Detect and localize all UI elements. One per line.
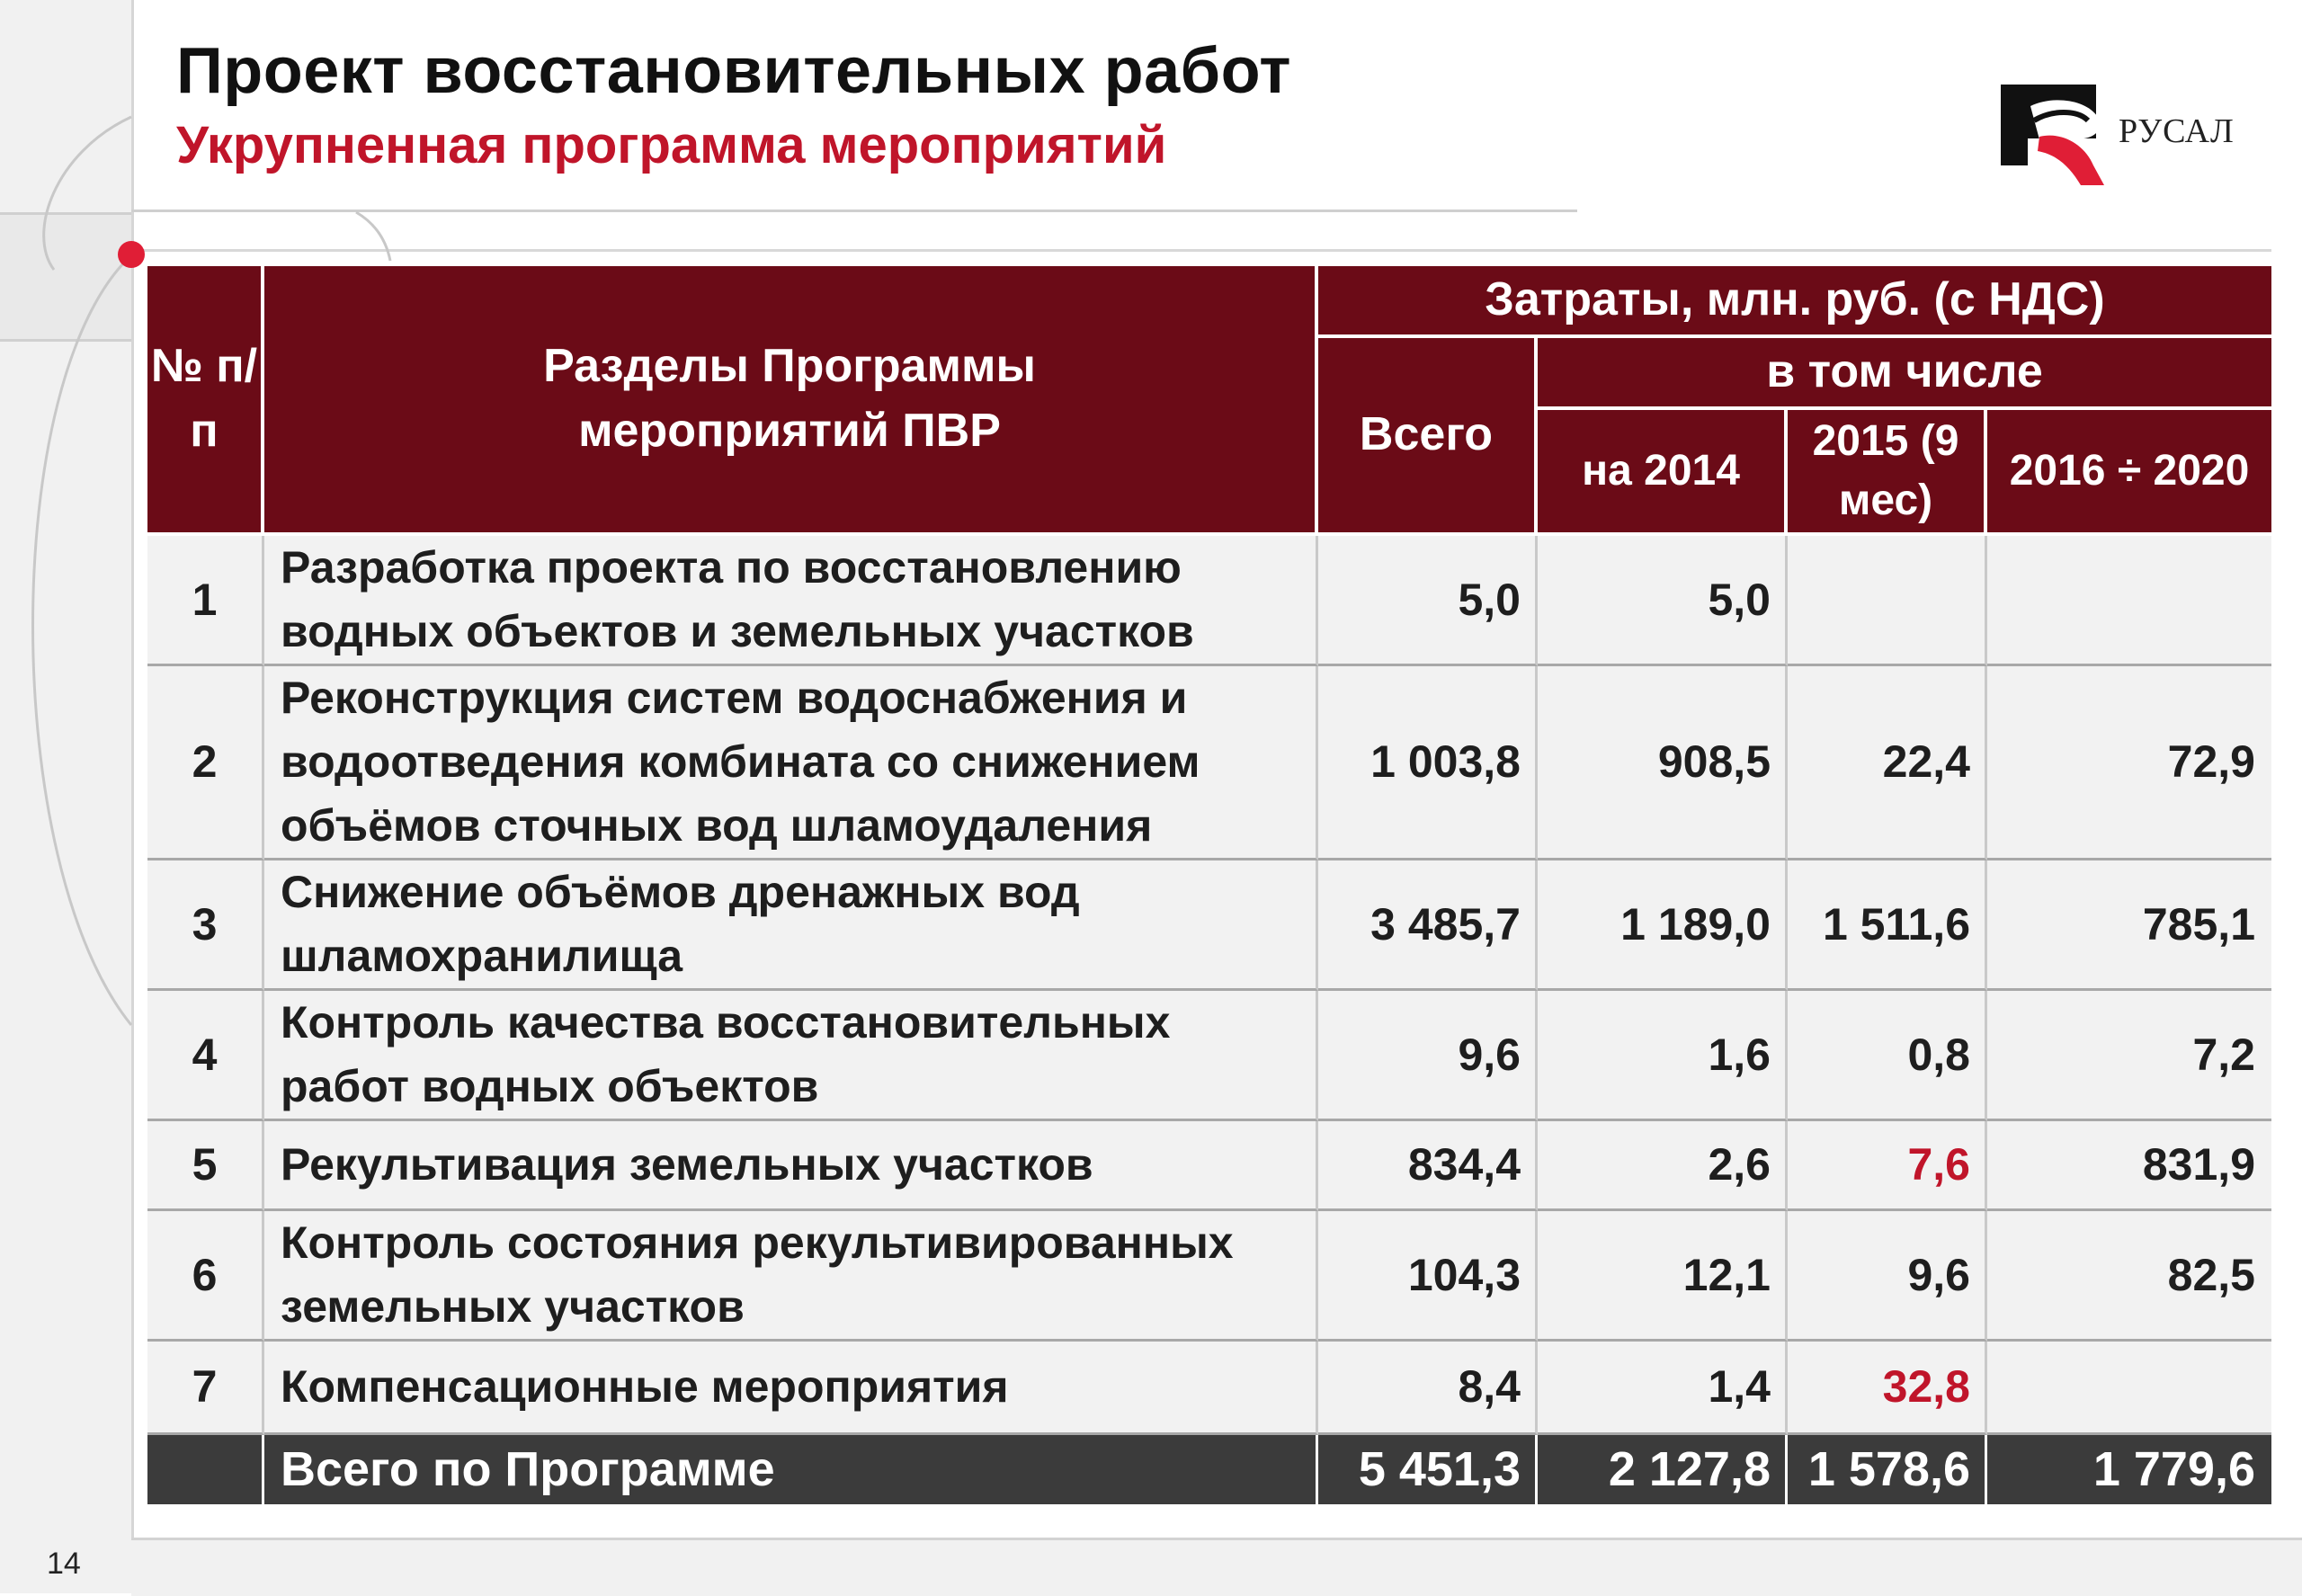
row-section: Снижение объёмов дренажных вод шламохранилища <box>264 860 1318 991</box>
row-2016-2020: 72,9 <box>1987 666 2271 860</box>
total-row-number <box>147 1435 264 1504</box>
row-2016-2020: 82,5 <box>1987 1211 2271 1342</box>
total-row <box>147 1435 2271 1504</box>
row-2014: 12,1 <box>1538 1211 1788 1342</box>
row-2016-2020: 7,2 <box>1987 991 2271 1121</box>
row-section: Разработка проекта по восстановлению водных объектов и земельных участков <box>264 536 1318 666</box>
total-row-total: 5 451,3 <box>1318 1435 1538 1504</box>
row-number: 1 <box>147 536 264 666</box>
row-section: Компенсационные мероприятия <box>264 1342 1318 1435</box>
total-row-2014: 2 127,8 <box>1538 1435 1788 1504</box>
row-2014: 2,6 <box>1538 1121 1788 1211</box>
total-row-2016-2020: 1 779,6 <box>1987 1435 2271 1504</box>
row-total: 8,4 <box>1318 1342 1538 1435</box>
slide-subtitle: Укрупненная программа мероприятий <box>176 116 1167 174</box>
rusal-logo-mark <box>1998 79 2115 192</box>
rusal-logo <box>1998 79 2234 192</box>
row-number: 5 <box>147 1121 264 1211</box>
accent-dot <box>118 241 145 268</box>
row-total: 3 485,7 <box>1318 860 1538 991</box>
footer-band <box>131 1538 2302 1596</box>
row-section: Рекультивация земельных участков <box>264 1121 1318 1211</box>
row-2015: 0,8 <box>1788 991 1987 1121</box>
row-section: Реконструкция систем водоснабжения и водоотведения комбината со снижением объёмов сточных вод шламоудаления <box>264 666 1318 860</box>
row-number: 2 <box>147 666 264 860</box>
table-row <box>147 1121 2271 1211</box>
header-rule <box>131 249 2271 252</box>
row-total: 1 003,8 <box>1318 666 1538 860</box>
table-row <box>147 991 2271 1121</box>
header-2015 <box>1788 410 1987 536</box>
slide-title: Проект восстановительных работ <box>176 35 1292 107</box>
row-2016-2020: 831,9 <box>1987 1121 2271 1211</box>
header-section <box>264 266 1318 536</box>
header-section-label: Разделы Программы мероприятий ПВР <box>543 340 1036 457</box>
page-number: 14 <box>47 1547 81 1581</box>
table-row <box>147 1211 2271 1342</box>
row-number: 7 <box>147 1342 264 1435</box>
row-2016-2020 <box>1987 1342 2271 1435</box>
row-2015: 1 511,6 <box>1788 860 1987 991</box>
row-total: 104,3 <box>1318 1211 1538 1342</box>
row-number: 3 <box>147 860 264 991</box>
header-2014: на 2014 <box>1538 410 1788 536</box>
header-total: Всего <box>1318 338 1538 536</box>
row-total: 5,0 <box>1318 536 1538 666</box>
total-row-2015: 1 578,6 <box>1788 1435 1987 1504</box>
header-costs: Затраты, млн. руб. (с НДС) <box>1318 266 2271 338</box>
total-row-label: Всего по Программе <box>264 1435 1318 1504</box>
row-2015: 9,6 <box>1788 1211 1987 1342</box>
row-2015: 22,4 <box>1788 666 1987 860</box>
header-2015-label: 2015 (9 мес) <box>1812 416 1959 524</box>
table-row <box>147 860 2271 991</box>
row-total: 9,6 <box>1318 991 1538 1121</box>
row-section: Контроль качества восстановительных работ водных объектов <box>264 991 1318 1121</box>
row-number: 4 <box>147 991 264 1121</box>
row-2014: 1,4 <box>1538 1342 1788 1435</box>
row-2016-2020: 785,1 <box>1987 860 2271 991</box>
table-row <box>147 1342 2271 1435</box>
header-2016-2020: 2016 ÷ 2020 <box>1987 410 2271 536</box>
row-2014: 908,5 <box>1538 666 1788 860</box>
header-no: № п/п <box>147 266 264 536</box>
table-row <box>147 666 2271 860</box>
row-2014: 1 189,0 <box>1538 860 1788 991</box>
program-table <box>147 266 2271 1504</box>
row-2016-2020 <box>1987 536 2271 666</box>
row-2015-highlighted: 32,8 <box>1788 1342 1987 1435</box>
row-2014: 5,0 <box>1538 536 1788 666</box>
row-section: Контроль состояния рекультивированных земельных участков <box>264 1211 1318 1342</box>
row-2015-highlighted: 7,6 <box>1788 1121 1987 1211</box>
row-2015 <box>1788 536 1987 666</box>
row-total: 834,4 <box>1318 1121 1538 1211</box>
logo-text: РУСАЛ <box>2119 112 2235 150</box>
header-including: в том числе <box>1538 338 2271 410</box>
row-2014: 1,6 <box>1538 991 1788 1121</box>
table-row <box>147 536 2271 666</box>
row-number: 6 <box>147 1211 264 1342</box>
